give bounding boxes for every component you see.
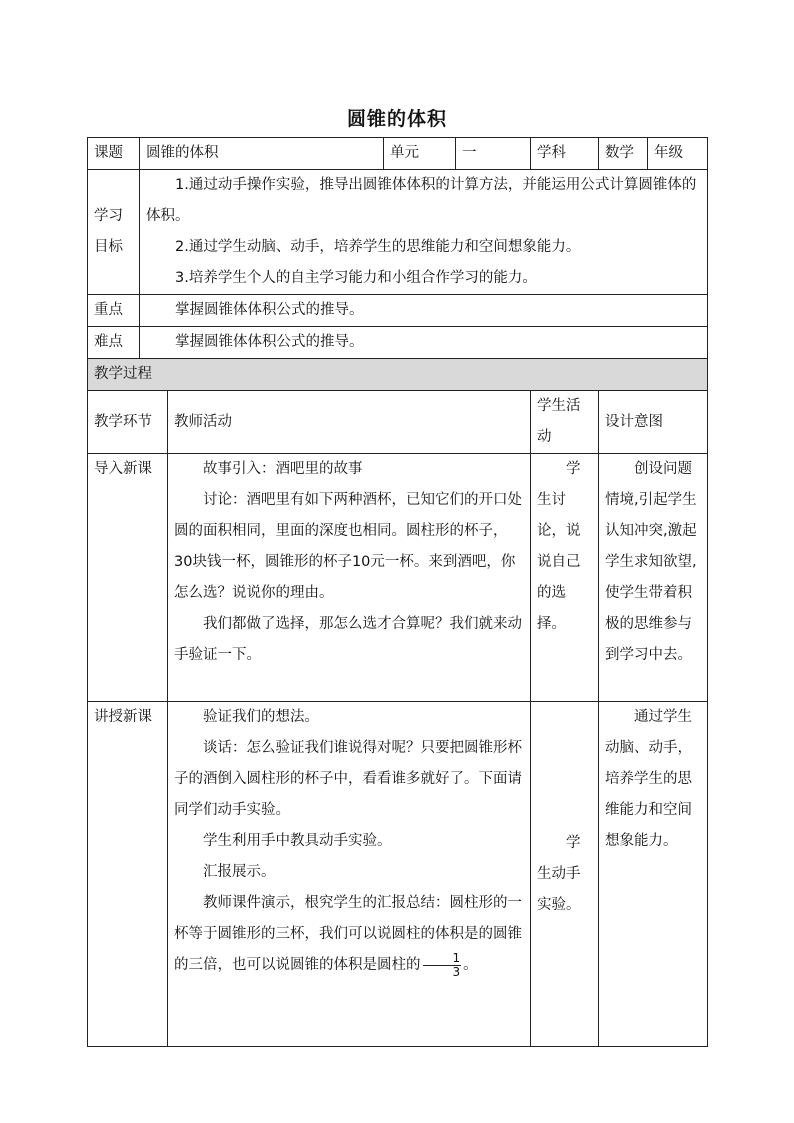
key-point-value: 掌握圆锥体体积公式的推导。 bbox=[140, 295, 708, 327]
student-activity: 学生讨论，说说自己的选择。 bbox=[531, 454, 599, 702]
key-point-label: 重点 bbox=[88, 295, 140, 327]
key-point-row bbox=[88, 295, 708, 327]
design-intent: 通过学生动脑、动手，培养学生的思维能力和空间想象能力。 bbox=[599, 702, 708, 1047]
unit-value: 一 bbox=[456, 138, 531, 170]
fraction-denominator: 3 bbox=[452, 964, 461, 979]
design-intent: 创设问题情境,引起学生认知冲突,激起学生求知欲望,使学生带着积极的思维参与到学习中去。 bbox=[599, 454, 708, 702]
goals-label: 学习 目标 bbox=[88, 170, 140, 295]
fraction-numerator: 1 bbox=[423, 952, 462, 966]
col-design: 设计意图 bbox=[599, 391, 708, 454]
goals-row bbox=[88, 170, 708, 295]
subject-value: 数学 bbox=[599, 138, 648, 170]
fraction bbox=[423, 952, 462, 979]
stage-row bbox=[88, 454, 708, 702]
lesson-plan-table bbox=[87, 137, 708, 1047]
topic-value: 圆锥的体积 bbox=[140, 138, 384, 170]
difficulty-row bbox=[88, 327, 708, 359]
subject-label: 学科 bbox=[531, 138, 599, 170]
process-header: 教学过程 bbox=[88, 359, 708, 391]
document-title: 圆锥的体积 bbox=[346, 108, 447, 130]
info-row bbox=[88, 138, 708, 170]
teacher-activity: 故事引入：酒吧里的故事 讨论：酒吧里有如下两种酒杯，已知它们的开口处圆的面积相同，里面的深度也相同。圆柱形的杯子，30块钱一杯，圆锥形的杯子10元一杯。来到酒吧，你怎么选？说说你的理由。 我们都做了选择，那怎么选才合算呢？我们就来动手验证一下。 bbox=[168, 454, 531, 702]
process-header-row bbox=[88, 359, 708, 391]
goals-content bbox=[140, 170, 708, 295]
unit-label: 单元 bbox=[384, 138, 456, 170]
col-teacher: 教师活动 bbox=[168, 391, 531, 454]
goal-item: 2.通过学生动脑、动手，培养学生的思维能力和空间想象能力。 bbox=[175, 239, 581, 255]
teacher-activity: 验证我们的想法。 谈话：怎么验证我们谁说得对呢？只要把圆锥形杯子的酒倒入圆柱形的杯子中，看看谁多就好了。下面请同学们动手实验。 学生利用手中教具动手实验。 汇报展示。 教师课件演示，根究学生的汇报总结：圆柱形的一杯等于圆锥形的三杯，我们可以说圆柱的体积是的圆锥的三倍，也可以说圆锥的体积是圆柱的 $\frac{1}{3}$ 。 bbox=[168, 702, 531, 1047]
goal-item: 3.培养学生个人的自主学习能力和小组合作学习的能力。 bbox=[175, 270, 537, 286]
student-activity: 学生动手实验。 bbox=[531, 702, 599, 1047]
stage-name: 导入新课 bbox=[88, 454, 168, 702]
difficulty-label: 难点 bbox=[88, 327, 140, 359]
goal-item: 1.通过动手操作实验，推导出圆锥体体积的计算方法，并能运用公式计算圆锥体的体积。 bbox=[146, 177, 697, 224]
process-columns-row bbox=[88, 391, 708, 454]
difficulty-value: 掌握圆锥体体积公式的推导。 bbox=[140, 327, 708, 359]
stage-row bbox=[88, 702, 708, 1047]
topic-label: 课题 bbox=[88, 138, 140, 170]
grade-label: 年级 bbox=[648, 138, 708, 170]
stage-name: 讲授新课 bbox=[88, 702, 168, 1047]
col-stage: 教学环节 bbox=[88, 391, 168, 454]
col-student: 学生活动 bbox=[531, 391, 599, 454]
